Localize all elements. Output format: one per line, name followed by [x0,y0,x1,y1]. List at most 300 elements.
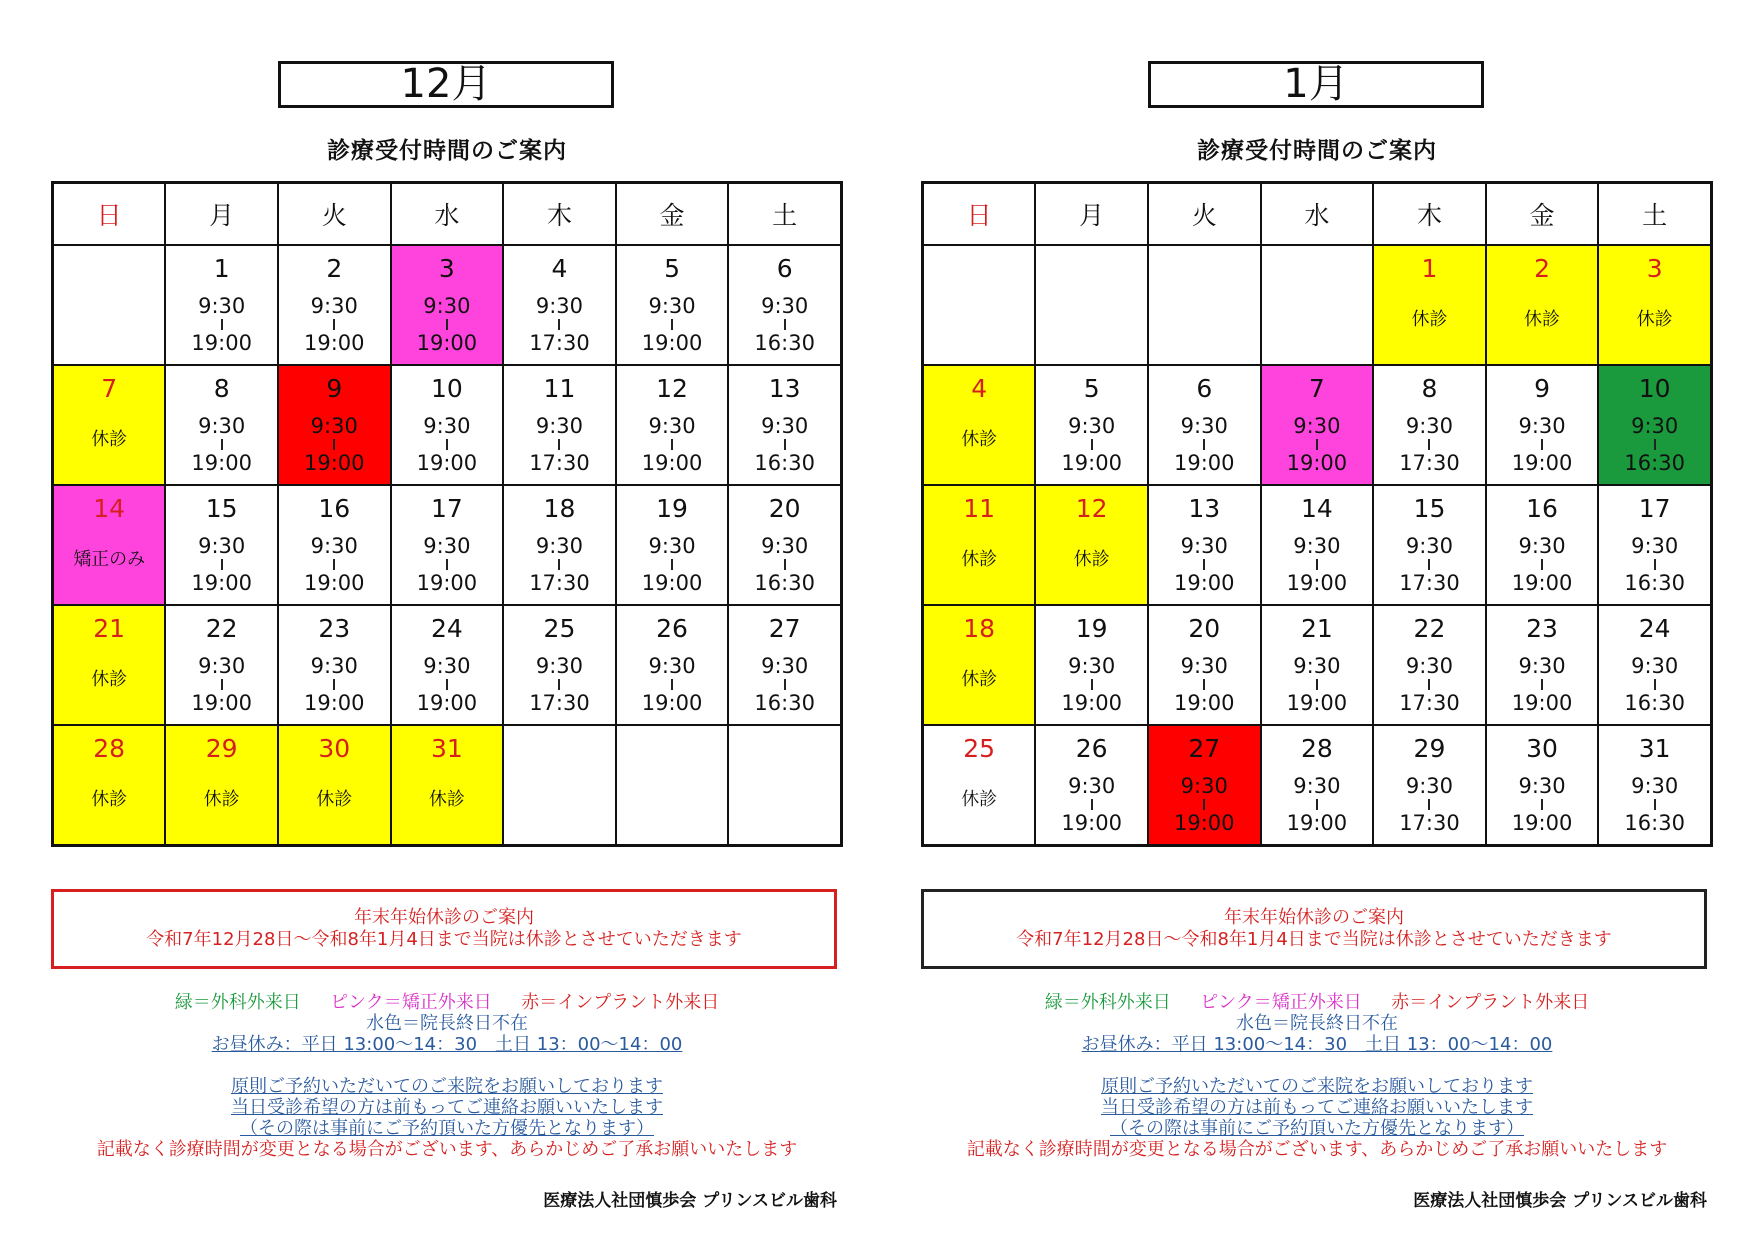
open-time: 9:30 [648,534,696,558]
day-cell [503,605,616,725]
lunch-break: お昼休み：平日 13:00～14：30 土日 13：00～14：00 [1081,1034,1553,1055]
day-cell [1261,485,1374,605]
close-time: 17:30 [1399,451,1460,475]
day-number: 6 [776,254,793,283]
weekday-header: 木 [1373,183,1486,246]
time-range-bar [333,439,335,450]
day-number: 12 [1075,494,1108,523]
day-cell [1486,365,1599,485]
legend-blue: 水色＝院長終日不在 [1236,1013,1398,1034]
day-cell [923,365,1036,485]
day-number: 24 [430,614,463,643]
weekday-header: 水 [391,183,504,246]
empty-day-cell [503,725,616,846]
day-number: 30 [318,734,351,763]
time-range-bar [1541,439,1543,450]
close-time: 19:00 [1174,691,1235,715]
open-time: 9:30 [535,294,584,318]
open-time: 9:30 [310,294,358,318]
open-time: 9:30 [535,654,584,678]
day-note: 休診 [961,549,998,570]
close-time: 19:00 [1511,571,1573,595]
open-time: 9:30 [1405,774,1454,798]
day-cell [1598,725,1711,846]
week-row [53,245,842,365]
closure-notice-box [51,889,837,969]
time-range-bar [1203,439,1205,450]
close-time: 19:00 [1286,811,1348,835]
time-range-bar [558,679,560,690]
close-time: 16:30 [1624,451,1685,475]
open-time: 9:30 [1405,414,1454,438]
close-time: 19:00 [304,691,365,715]
day-cell [1373,365,1486,485]
day-number: 28 [1300,734,1333,763]
day-number: 1 [1421,254,1438,283]
close-time: 19:00 [1286,691,1348,715]
day-number: 19 [656,494,688,523]
time-range-bar [1654,439,1656,450]
day-number: 16 [1526,494,1558,523]
time-range-bar [1316,799,1318,810]
day-number: 2 [1534,254,1550,283]
time-range-bar [558,439,560,450]
close-time: 19:00 [1061,691,1122,715]
close-time: 19:00 [641,691,703,715]
week-row [53,485,842,605]
day-number: 26 [656,614,688,643]
open-time: 9:30 [1518,654,1566,678]
day-number: 23 [1526,614,1558,643]
close-time: 19:00 [1061,451,1122,475]
day-number: 8 [1421,374,1438,403]
weekday-header: 金 [1486,183,1599,246]
close-time: 19:00 [1511,811,1573,835]
time-range-bar [221,679,223,690]
empty-day-cell [1148,245,1261,365]
day-cell [1598,365,1711,485]
open-time: 9:30 [535,534,584,558]
open-time: 9:30 [1068,654,1116,678]
day-cell [1598,245,1711,365]
legend-blue: 水色＝院長終日不在 [366,1013,528,1034]
close-time: 19:00 [304,451,365,475]
time-range-bar [1654,799,1656,810]
day-cell [1261,725,1374,846]
day-cell [728,365,841,485]
day-cell [1486,605,1599,725]
day-number: 31 [430,734,463,763]
day-cell [728,605,841,725]
clinic-name: 医療法人社団慎歩会 プリンスビル歯科 [543,1191,837,1211]
open-time: 9:30 [761,654,809,678]
day-number: 13 [768,374,801,403]
time-range-bar [1203,799,1205,810]
day-number: 4 [971,374,988,403]
time-range-bar [784,559,786,570]
time-range-bar [784,439,786,450]
close-time: 16:30 [1624,811,1685,835]
weekday-header: 月 [165,183,278,246]
day-note: 休診 [1411,309,1448,330]
open-time: 9:30 [1518,534,1566,558]
day-number: 6 [1196,374,1213,403]
day-cell [1261,365,1374,485]
open-time: 9:30 [535,414,584,438]
day-number: 7 [101,374,118,403]
open-time: 9:30 [1631,534,1679,558]
day-cell [278,365,391,485]
open-time: 9:30 [1293,654,1341,678]
day-cell [1035,485,1148,605]
close-time: 19:00 [191,331,252,355]
week-row [923,245,1712,365]
legend-line-1 [921,992,1713,1013]
day-cell [391,485,504,605]
day-cell [503,485,616,605]
day-cell [728,245,841,365]
weekday-header-row [53,183,842,246]
day-cell [503,365,616,485]
day-number: 1 [213,254,230,283]
time-range-bar [221,319,223,330]
day-cell [53,725,166,846]
open-time: 9:30 [1180,774,1228,798]
time-range-bar [784,679,786,690]
weekday-header: 火 [278,183,391,246]
close-time: 19:00 [191,451,252,475]
close-time: 16:30 [1624,571,1685,595]
day-cell [165,605,278,725]
open-time: 9:30 [198,414,246,438]
day-cell [1148,605,1261,725]
day-number: 4 [551,254,568,283]
week-row [53,725,842,846]
day-cell [391,605,504,725]
legend-red: 赤＝インプラント外来日 [1391,992,1590,1013]
closure-text: 令和7年12月28日～令和8年1月4日まで当院は休診とさせていただきます [1016,929,1612,950]
day-note: 休診 [91,429,128,450]
open-time: 9:30 [648,654,696,678]
day-note: 休診 [961,789,998,810]
time-range-bar [1541,799,1543,810]
day-number: 31 [1638,734,1671,763]
day-note: 休診 [1073,549,1110,570]
day-number: 21 [93,614,126,643]
legend-green: 緑＝外科外来日 [174,992,301,1013]
day-number: 7 [1308,374,1325,403]
day-number: 15 [205,494,238,523]
time-range-bar [333,319,335,330]
time-range-bar [221,439,223,450]
time-range-bar [1428,679,1430,690]
time-range-bar [1654,679,1656,690]
time-range-bar [558,559,560,570]
time-range-bar [1203,559,1205,570]
day-number: 5 [1083,374,1100,403]
day-cell [1486,725,1599,846]
open-time: 9:30 [1293,774,1341,798]
weekday-header-row [923,183,1712,246]
note-line: 原則ご予約いただいてのご来院をお願いしております [1101,1076,1533,1097]
weekday-header: 日 [53,183,166,246]
day-note: 休診 [91,669,128,690]
close-time: 17:30 [529,571,590,595]
day-number: 11 [543,374,576,403]
open-time: 9:30 [1068,774,1116,798]
day-number: 12 [656,374,688,403]
open-time: 9:30 [1068,414,1116,438]
close-time: 19:00 [641,451,703,475]
close-time: 19:00 [1286,451,1348,475]
time-range-bar [1428,439,1430,450]
day-cell [1373,245,1486,365]
legend-pink: ピンク＝矯正外来日 [1200,992,1362,1013]
day-cell [1486,485,1599,605]
day-number: 18 [963,614,996,643]
open-time: 9:30 [1518,414,1566,438]
day-cell [616,605,729,725]
weekday-header: 木 [503,183,616,246]
day-note: 休診 [316,789,353,810]
close-time: 19:00 [416,451,478,475]
day-cell [1261,605,1374,725]
day-number: 25 [543,614,576,643]
open-time: 9:30 [761,534,809,558]
open-time: 9:30 [423,654,471,678]
day-cell [616,485,729,605]
open-time: 9:30 [648,294,696,318]
close-time: 19:00 [191,571,252,595]
day-cell [1598,485,1711,605]
day-cell [53,485,166,605]
open-time: 9:30 [1518,774,1566,798]
close-time: 19:00 [1174,811,1235,835]
schedule-subtitle: 診療受付時間のご案内 [1197,138,1437,164]
day-number: 13 [1188,494,1221,523]
day-number: 10 [430,374,463,403]
time-range-bar [333,679,335,690]
legend-green: 緑＝外科外来日 [1044,992,1171,1013]
day-cell [923,605,1036,725]
calendar-table [51,181,843,847]
close-time: 19:00 [304,331,365,355]
week-row [53,365,842,485]
change-notice: 記載なく診療時間が変更となる場合がございます、あらかじめご了承お願いいたします [96,1139,798,1160]
close-time: 19:00 [1511,451,1573,475]
note-line: （その際は事前にご予約頂いた方優先となります） [240,1118,654,1139]
time-range-bar [1091,679,1093,690]
open-time: 9:30 [1180,654,1228,678]
close-time: 19:00 [304,571,365,595]
day-number: 8 [213,374,230,403]
day-number: 25 [963,734,996,763]
day-cell [1148,365,1261,485]
open-time: 9:30 [1631,414,1679,438]
change-notice: 記載なく診療時間が変更となる場合がございます、あらかじめご了承お願いいたします [966,1139,1668,1160]
closure-title: 年末年始休診のご案内 [354,907,534,928]
close-time: 17:30 [1399,811,1460,835]
weekday-header: 月 [1035,183,1148,246]
close-time: 16:30 [1624,691,1685,715]
weekday-header: 土 [728,183,841,246]
day-note: 休診 [1636,309,1673,330]
day-note: 休診 [961,669,998,690]
open-time: 9:30 [761,294,809,318]
day-number: 21 [1300,614,1333,643]
day-cell [1486,245,1599,365]
open-time: 9:30 [423,294,471,318]
calendar-panel-december [51,0,843,1240]
day-number: 22 [205,614,238,643]
time-range-bar [1541,559,1543,570]
time-range-bar [1316,679,1318,690]
day-cell [53,605,166,725]
calendar-table [921,181,1713,847]
day-cell [391,245,504,365]
time-range-bar [671,319,673,330]
time-range-bar [1541,679,1543,690]
open-time: 9:30 [761,414,809,438]
close-time: 17:30 [529,691,590,715]
day-cell [1035,725,1148,846]
close-time: 19:00 [1174,571,1235,595]
note-line: 当日受診希望の方は前もってご連絡お願いいたします [1101,1097,1533,1118]
open-time: 9:30 [1293,414,1341,438]
day-cell [278,605,391,725]
empty-day-cell [53,245,166,365]
time-range-bar [1091,439,1093,450]
close-time: 16:30 [754,571,815,595]
day-cell [923,725,1036,846]
time-range-bar [1428,799,1430,810]
close-time: 19:00 [1174,451,1235,475]
time-range-bar [1203,679,1205,690]
day-cell [278,725,391,846]
time-range-bar [446,439,448,450]
day-cell [616,365,729,485]
close-time: 16:30 [754,451,815,475]
day-cell [1148,485,1261,605]
open-time: 9:30 [1405,654,1454,678]
day-cell [503,245,616,365]
weekday-header: 金 [616,183,729,246]
day-number: 17 [430,494,463,523]
day-cell [165,365,278,485]
day-number: 24 [1638,614,1671,643]
day-number: 20 [1188,614,1221,643]
closure-text: 令和7年12月28日～令和8年1月4日まで当院は休診とさせていただきます [146,929,742,950]
day-note: 休診 [961,429,998,450]
schedule-subtitle: 診療受付時間のご案内 [327,138,567,164]
day-number: 30 [1526,734,1558,763]
time-range-bar [671,559,673,570]
month-title: 12月 [278,61,614,108]
empty-day-cell [1035,245,1148,365]
day-cell [165,485,278,605]
day-note: 休診 [91,789,128,810]
color-legend [51,992,843,1055]
open-time: 9:30 [423,534,471,558]
legend-pink: ピンク＝矯正外来日 [330,992,492,1013]
empty-day-cell [728,725,841,846]
week-row [923,485,1712,605]
day-number: 27 [768,614,801,643]
day-cell [1148,725,1261,846]
empty-day-cell [616,725,729,846]
time-range-bar [333,559,335,570]
close-time: 19:00 [1286,571,1348,595]
time-range-bar [784,319,786,330]
weekday-header: 火 [1148,183,1261,246]
day-cell [616,245,729,365]
lunch-break: お昼休み：平日 13:00～14：30 土日 13：00～14：00 [211,1034,683,1055]
day-cell [923,485,1036,605]
time-range-bar [1316,439,1318,450]
day-cell [1373,725,1486,846]
weekday-header: 水 [1261,183,1374,246]
day-number: 17 [1638,494,1671,523]
legend-line-1 [51,992,843,1013]
close-time: 19:00 [416,571,478,595]
close-time: 17:30 [529,331,590,355]
week-row [923,365,1712,485]
close-time: 19:00 [191,691,252,715]
day-number: 3 [1646,254,1663,283]
day-cell [391,365,504,485]
day-number: 15 [1413,494,1446,523]
day-number: 18 [543,494,576,523]
weekday-header: 日 [923,183,1036,246]
day-cell [1035,605,1148,725]
day-number: 11 [963,494,996,523]
close-time: 19:00 [416,691,478,715]
week-row [923,605,1712,725]
reservation-notes [921,1076,1713,1160]
close-time: 19:00 [1511,691,1573,715]
close-time: 19:00 [1061,811,1122,835]
time-range-bar [1428,559,1430,570]
legend-red: 赤＝インプラント外来日 [521,992,720,1013]
empty-day-cell [1261,245,1374,365]
day-number: 10 [1638,374,1671,403]
day-note: 矯正のみ [73,549,146,570]
month-title: 1月 [1148,61,1484,108]
open-time: 9:30 [1631,774,1679,798]
day-cell [165,245,278,365]
day-cell [728,485,841,605]
close-time: 19:00 [641,571,703,595]
day-number: 29 [1413,734,1446,763]
day-number: 5 [664,254,680,283]
day-number: 16 [318,494,351,523]
note-line: （その際は事前にご予約頂いた方優先となります） [1110,1118,1524,1139]
empty-day-cell [923,245,1036,365]
day-number: 26 [1075,734,1108,763]
day-number: 23 [318,614,351,643]
day-note: 休診 [203,789,240,810]
time-range-bar [446,559,448,570]
day-number: 22 [1413,614,1446,643]
time-range-bar [1654,559,1656,570]
time-range-bar [558,319,560,330]
open-time: 9:30 [1180,534,1228,558]
day-number: 14 [1300,494,1333,523]
time-range-bar [446,319,448,330]
day-number: 20 [768,494,801,523]
close-time: 16:30 [754,331,815,355]
open-time: 9:30 [1293,534,1341,558]
